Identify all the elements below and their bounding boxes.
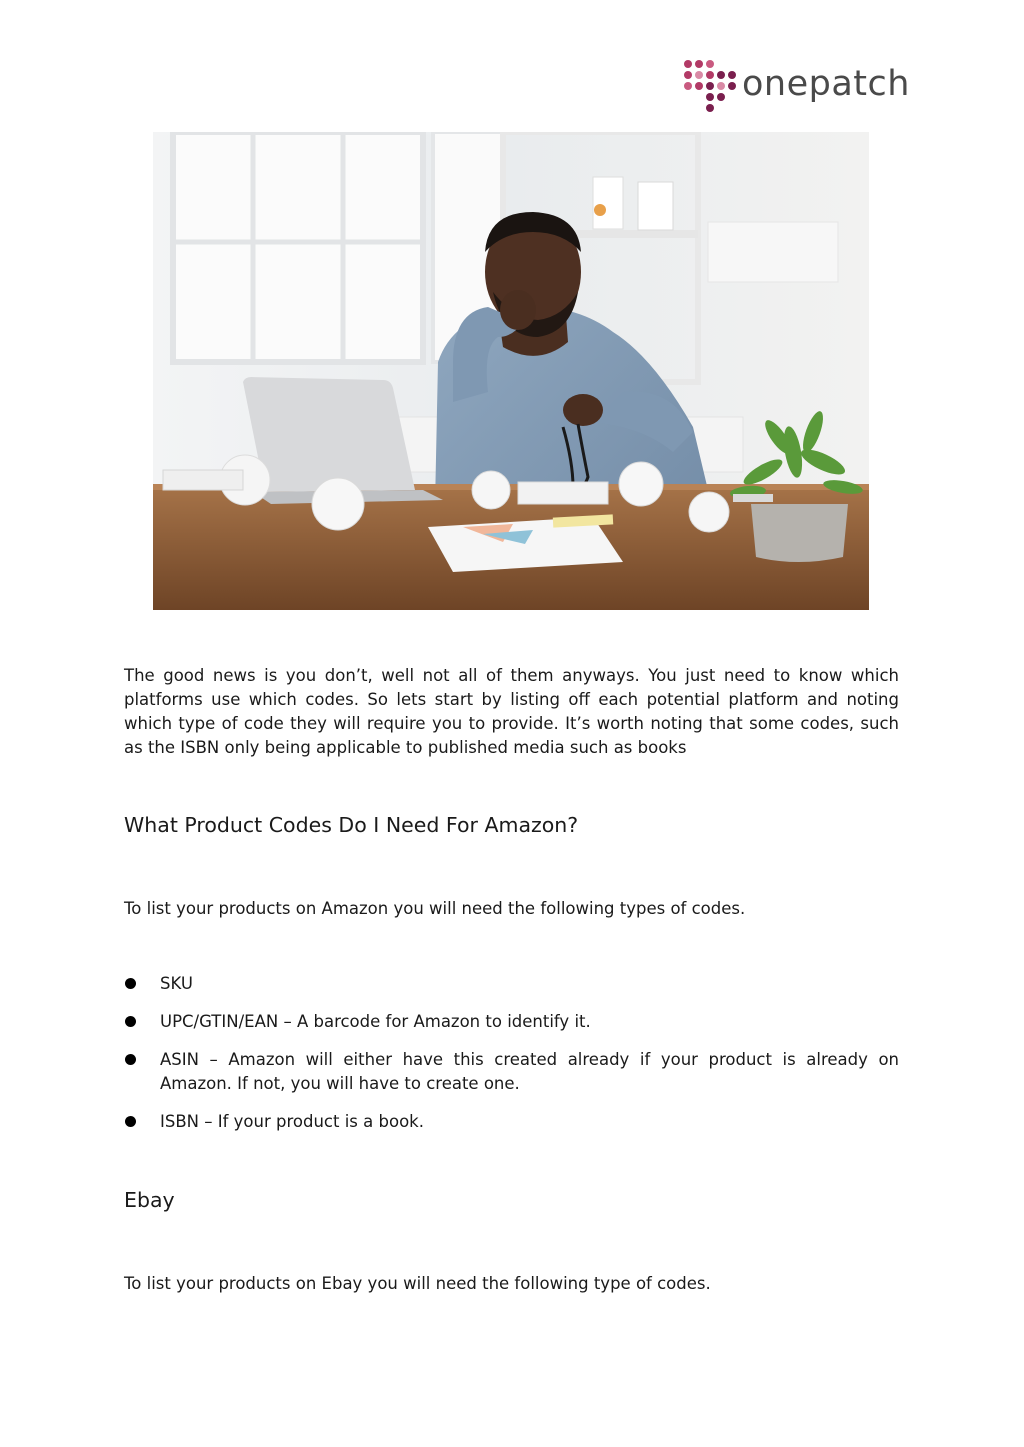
bullet-dot-icon xyxy=(125,1016,136,1027)
ebay-lead: To list your products on Ebay you will need the following type of codes. xyxy=(124,1274,711,1293)
logo-dots-icon xyxy=(684,58,740,116)
list-item-text: ISBN – If your product is a book. xyxy=(160,1112,424,1131)
logo-wordmark: onepatch xyxy=(742,64,910,104)
list-item xyxy=(124,1010,899,1034)
hero-photo xyxy=(153,132,869,610)
list-item-text: UPC/GTIN/EAN – A barcode for Amazon to identify it. xyxy=(160,1012,591,1031)
intro-paragraph: The good news is you don’t, well not all of them anyways. You just need to know which platforms use which codes. So lets start by listing off each potential platform and noting which type of code they will require you to provide. It’s worth noting that some codes, such as the ISBN only being applicable to published media such as books xyxy=(124,666,899,757)
amazon-heading: What Product Codes Do I Need For Amazon? xyxy=(124,813,579,837)
onepatch-logo xyxy=(684,58,910,116)
list-item xyxy=(124,1110,899,1134)
bullet-dot-icon xyxy=(125,1054,136,1065)
amazon-lead: To list your products on Amazon you will need the following types of codes. xyxy=(124,899,746,918)
amazon-code-list xyxy=(124,972,899,1148)
ebay-heading: Ebay xyxy=(124,1188,175,1212)
list-item-text: SKU xyxy=(160,974,193,993)
list-item xyxy=(124,1048,899,1096)
bullet-dot-icon xyxy=(125,1116,136,1127)
bullet-dot-icon xyxy=(125,978,136,989)
list-item-text: ASIN – Amazon will either have this created already if your product is already on Amazon. If not, you will have to create one. xyxy=(160,1050,899,1093)
list-item xyxy=(124,972,899,996)
stressed-man-at-desk-icon xyxy=(153,132,869,610)
